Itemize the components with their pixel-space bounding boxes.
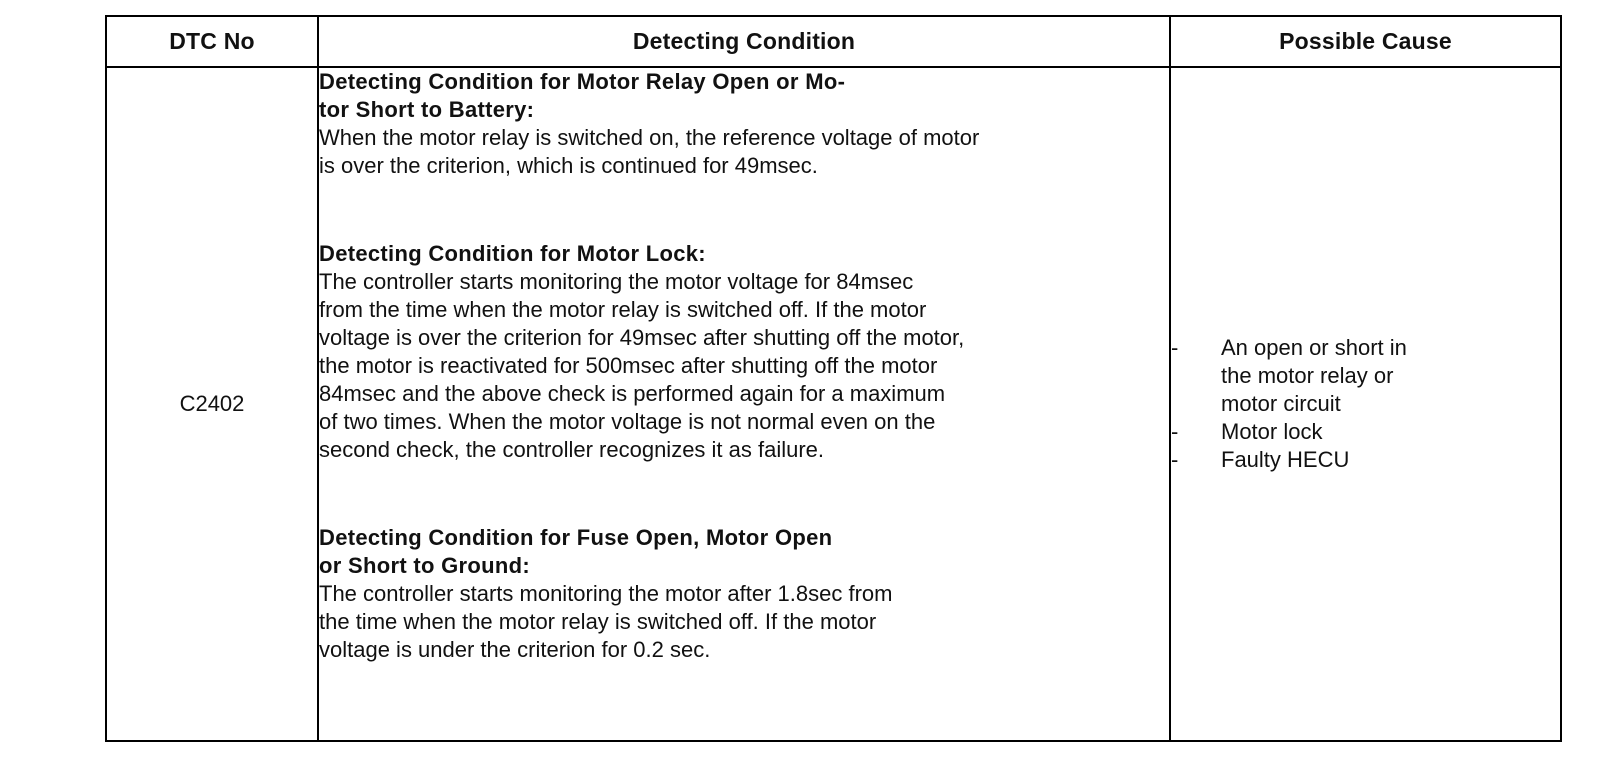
condition-title: Detecting Condition for Motor Relay Open or Mo- tor Short to Battery: xyxy=(319,69,846,122)
cause-text: An open or short in the motor relay or motor circuit xyxy=(1221,335,1407,416)
condition-text: The controller starts monitoring the motor voltage for 84msec from the time when the motor relay is switched off. If the motor voltage is over the criterion for 49msec after shutting off the motor, the motor is reactivated for 500msec after shutting off the motor 84msec and the above check is performed again for a maximum of two times. When the motor voltage is not normal even on the second check, the controller recognizes it as failure. xyxy=(319,269,965,462)
list-item xyxy=(1171,334,1560,418)
detecting-condition-cell xyxy=(318,67,1170,741)
condition-text: The controller starts monitoring the motor after 1.8sec from the time when the motor relay is switched off. If the motor voltage is under the criterion for 0.2 sec. xyxy=(319,581,893,662)
condition-title: Detecting Condition for Fuse Open, Motor Open or Short to Ground: xyxy=(319,525,833,578)
condition-title: Detecting Condition for Motor Lock: xyxy=(319,241,706,266)
dtc-table xyxy=(105,15,1562,742)
bullet-dash: - xyxy=(1171,419,1179,444)
cause-text: Faulty HECU xyxy=(1221,447,1350,472)
header-row xyxy=(106,16,1561,67)
condition-text: When the motor relay is switched on, the reference voltage of motor is over the criterion, which is continued for 49msec. xyxy=(319,125,980,178)
cause-list xyxy=(1171,334,1560,474)
header-detecting-condition: Detecting Condition xyxy=(318,16,1170,67)
dtc-code-cell: C2402 xyxy=(106,67,318,741)
header-dtc-no: DTC No xyxy=(106,16,318,67)
condition-relay-open xyxy=(319,68,1169,180)
bullet-dash: - xyxy=(1171,447,1179,472)
condition-fuse-open xyxy=(319,524,1169,664)
condition-motor-lock xyxy=(319,240,1169,464)
bullet-dash: - xyxy=(1171,335,1179,360)
cause-text: Motor lock xyxy=(1221,419,1323,444)
list-item xyxy=(1171,418,1560,446)
header-possible-cause: Possible Cause xyxy=(1170,16,1561,67)
possible-cause-cell xyxy=(1170,67,1561,741)
table-row xyxy=(106,67,1561,741)
list-item xyxy=(1171,446,1560,474)
